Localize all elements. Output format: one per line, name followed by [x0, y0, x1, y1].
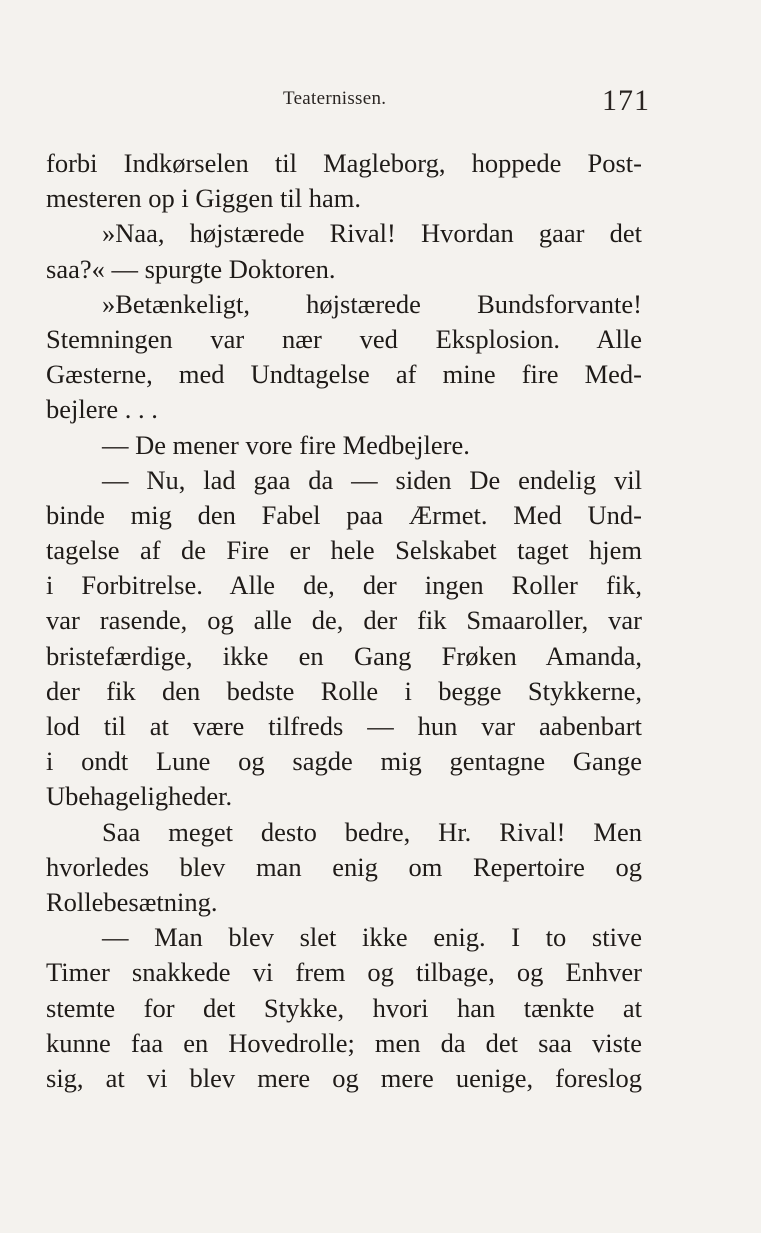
text-line: Timer snakkede vi frem og tilbage, og Enhver	[46, 957, 642, 988]
text-line: mesteren op i Giggen til ham.	[46, 183, 361, 214]
text-line: i ondt Lune og sagde mig gentagne Gange	[46, 746, 642, 777]
text-line: forbi Indkørselen til Magleborg, hoppede Post-	[46, 148, 642, 178]
text-line: Saa meget desto bedre, Hr. Rival! Men	[102, 816, 642, 847]
text-line: saa?« — spurgte Doktoren.	[46, 253, 336, 284]
text-line: — De mener vore fire Medbejlere.	[102, 429, 470, 460]
text-line: kunne faa en Hovedrolle; men da det saa viste	[46, 1027, 642, 1058]
text-line: »Naa, højstærede Rival! Hvordan gaar det	[102, 218, 642, 249]
text-line: — Nu, lad gaa da — siden De endelig vil	[102, 464, 642, 495]
text-line: sig, at vi blev mere og mere uenige, foreslog	[46, 1062, 642, 1093]
body-text	[46, 146, 642, 1096]
text-line: tagelse af de Fire er hele Selskabet taget hjem	[46, 535, 642, 566]
text-line: der fik den bedste Rolle i begge Stykkerne,	[46, 675, 642, 706]
text-line: bejlere . . .	[46, 394, 158, 425]
text-line: hvorledes blev man enig om Repertoire og	[46, 851, 642, 882]
text-line: Ubehageligheder.	[46, 781, 233, 812]
text-line: binde mig den Fabel paa Ærmet. Med Und-	[46, 499, 642, 530]
text-line: Stemningen var nær ved Eksplosion. Alle	[46, 323, 642, 354]
text-line: Gæsterne, med Undtagelse af mine fire Med-	[46, 359, 642, 390]
text-line: i Forbitrelse. Alle de, der ingen Roller fik,	[46, 570, 642, 601]
text-line: »Betænkeligt, højstærede Bundsforvante!	[102, 288, 642, 319]
text-line: Rollebesætning.	[46, 886, 218, 917]
page-number: 171	[602, 84, 650, 117]
text-line: bristefærdige, ikke en Gang Frøken Amanda,	[46, 640, 642, 671]
running-title: Teaternissen.	[283, 88, 387, 109]
text-line: stemte for det Stykke, hvori han tænkte at	[46, 992, 642, 1023]
text-line: — Man blev slet ikke enig. I to stive	[102, 922, 642, 953]
text-line: lod til at være tilfreds — hun var aabenbart	[46, 711, 642, 741]
text-line: var rasende, og alle de, der fik Smaaroller, var	[46, 605, 642, 636]
